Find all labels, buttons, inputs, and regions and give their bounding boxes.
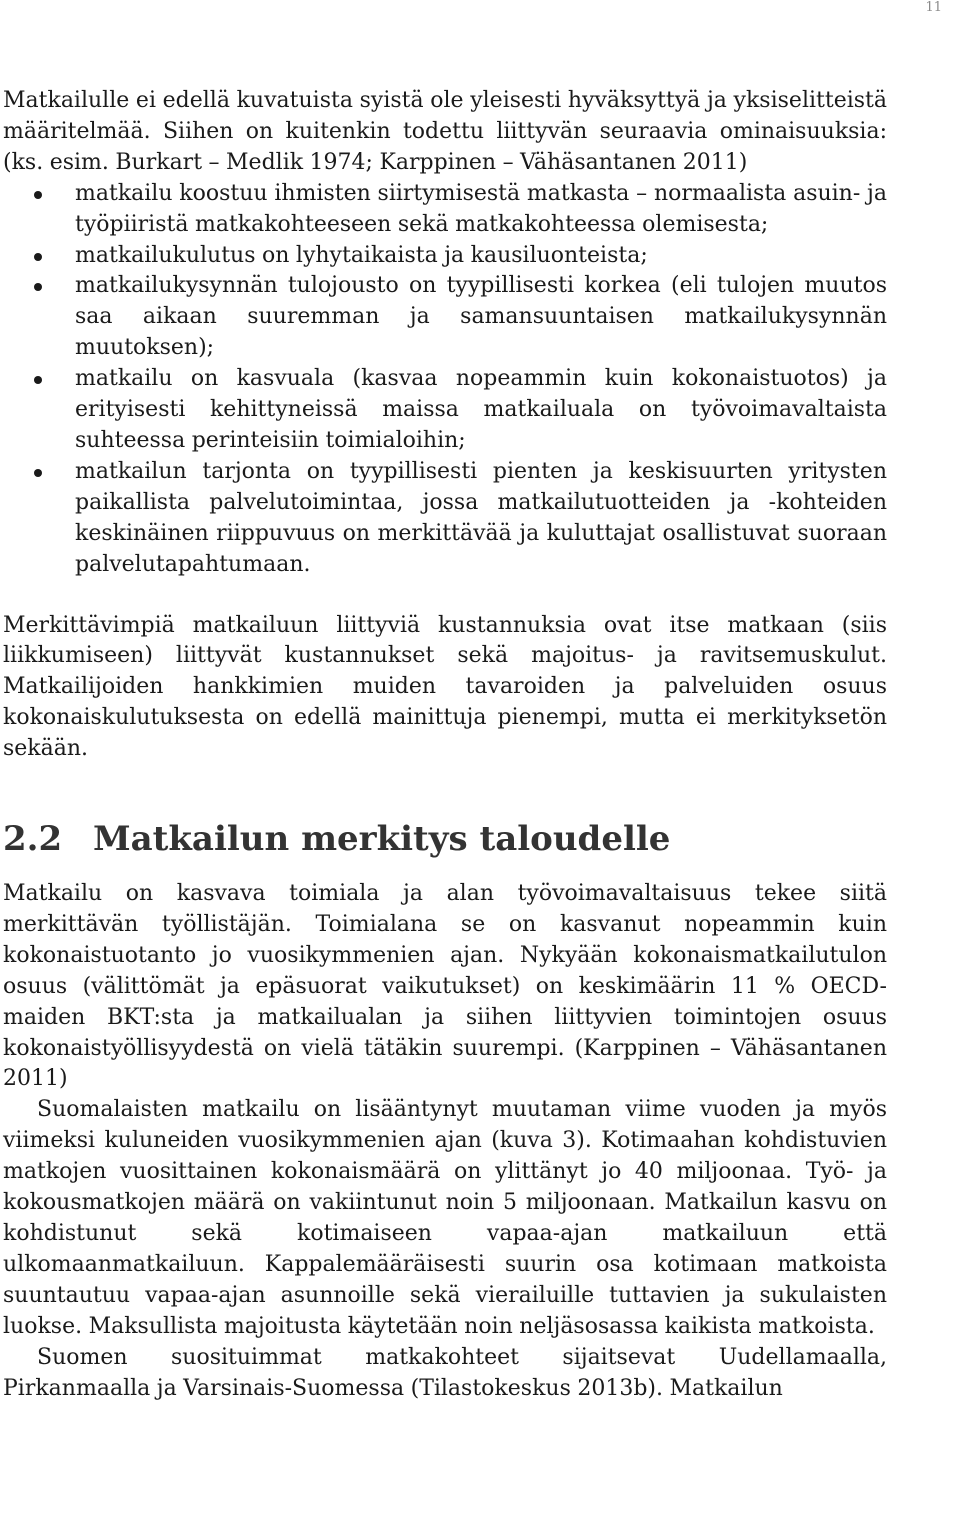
section-title: Matkailun merkitys taloudelle — [93, 819, 671, 860]
section-paragraph: Suomalaisten matkailu on lisääntynyt muutaman viime vuoden ja myös viimeksi kuluneiden vuosikymmenien ajan (kuva 3). Kotimaahan kohdistuvien matkojen vuosittainen kokonaismäärä on ylittänyt jo 40 miljoonaa. Työ- ja kokousmatkojen määrä on vakiintunut noin 5 miljoonaan. Matkailun kasvu on kohdistunut sekä kotimaiseen vapaa-ajan matkailuun että ulkomaanmatkailuun. Kappalemääräisesti suurin osa kotimaan matkoista suuntautuu vapaa-ajan asunnoille sekä vierailuille tuttavien ja sukulaisten luokse. Maksullista majoitusta käytetään noin neljäsosassa kaikista matkoista. — [3, 1097, 887, 1339]
section-paragraph: Matkailu on kasvava toimiala ja alan työvoimavaltaisuus tekee siitä merkittävän työllistäjän. Toimialana se on kasvanut nopeammin kuin kokonaistuotanto jo vuosikymmenien ajan. Nykyään kokonaismatkailutulon osuus (välittömät ja epäsuorat vaikutukset) on keskimäärin 11 % OECD-maiden BKT:sta ja matkailualan ja siihen liittyvien toimintojen osuus kokonaistyöllisyydestä on vielä tätäkin suurempi. (Karppinen – Vähäsantanen 2011) — [3, 881, 887, 1092]
list-item — [3, 364, 887, 457]
bullet-icon — [34, 469, 42, 477]
section-heading — [3, 819, 887, 859]
list-item-text: matkailukulutus on lyhytaikaista ja kausiluonteista; — [75, 242, 648, 268]
page-number: 11 — [925, 0, 942, 15]
bullet-icon — [34, 191, 42, 199]
list-item — [3, 271, 887, 364]
section-paragraph: Suomen suosituimmat matkakohteet sijaitsevat Uudellamaalla, Pirkanmaalla ja Varsinais-Suomessa (Tilastokeskus 2013b). Matkailun — [3, 1344, 887, 1401]
list-item — [3, 241, 887, 272]
list-item — [3, 179, 887, 241]
list-item-text: matkailu koostuu ihmisten siirtymisestä matkasta – normaalista asuin- ja työpiiristä matkakohteeseen sekä matkakohteessa olemisesta; — [75, 180, 887, 237]
list-item-text: matkailun tarjonta on tyypillisesti pienten ja keskisuurten yritysten paikallista palvelutoimintaa, jossa matkailutuotteiden ja -kohteiden keskinäinen riippuvuus on merkittävää ja kuluttajat osallistuvat suoraan palvelutapahtumaan. — [75, 458, 887, 577]
bullet-icon — [34, 376, 42, 384]
bullet-icon — [34, 283, 42, 291]
list-item — [3, 457, 887, 581]
costs-paragraph: Merkittävimpiä matkailuun liittyviä kustannuksia ovat itse matkaan (siis liikkumiseen) liittyvät kustannukset sekä majoitus- ja ravitsemuskulut. Matkailijoiden hankkimien muiden tavaroiden ja palveluiden osuus kokonaiskulutuksesta on edellä mainittuja pienempi, mutta ei merkityksetön sekään. — [3, 612, 887, 762]
section-number: 2.2 — [3, 819, 63, 860]
list-item-text: matkailu on kasvuala (kasvaa nopeammin kuin kokonaistuotos) ja erityisesti kehittyneissä maissa matkailuala on työvoimavaltaista suhteessa perinteisiin toimialoihin; — [75, 366, 887, 453]
list-item-text: matkailukysynnän tulojousto on tyypillisesti korkea (eli tulojen muutos saa aikaan suuremman ja samansuuntaisen matkailukysynnän muutoksen); — [75, 273, 887, 361]
characteristics-list — [3, 179, 887, 581]
bullet-icon — [34, 253, 42, 261]
intro-paragraph: Matkailulle ei edellä kuvatuista syistä ole yleisesti hyväksyttyä ja yksiselitteistä määritelmää. Siihen on kuitenkin todettu liittyvän seuraavia ominaisuuksia: (ks. esim. Burkart – Medlik 1974; Karppinen – Vähäsantanen 2011) — [3, 88, 887, 175]
document-body — [3, 86, 887, 1404]
